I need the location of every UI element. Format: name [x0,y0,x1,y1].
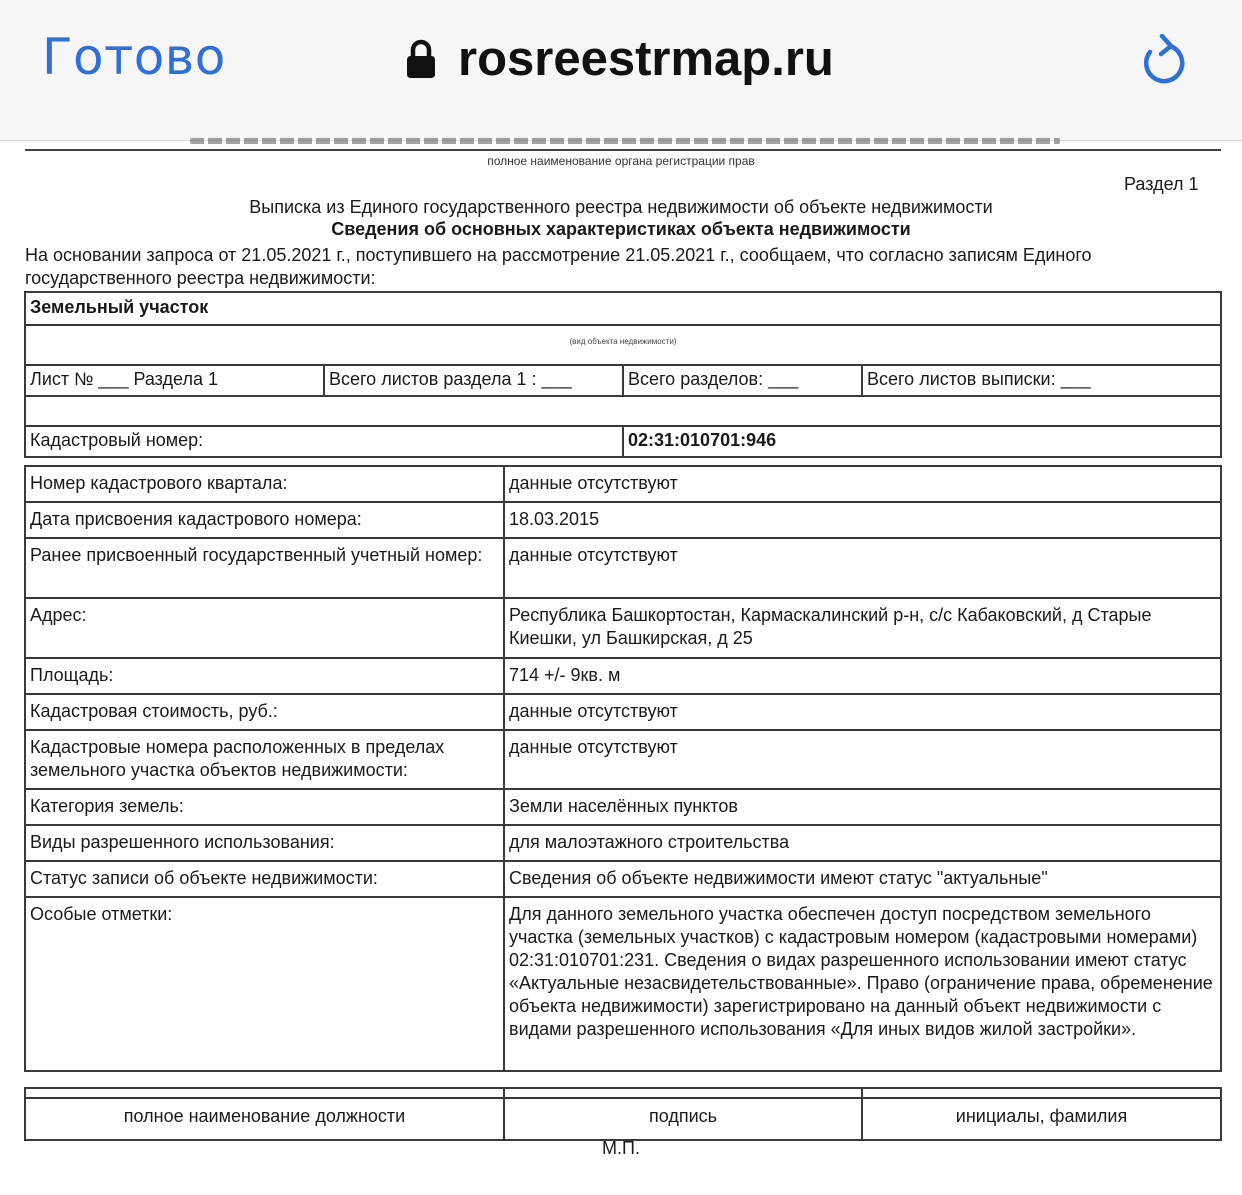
total-sections: Всего разделов: ___ [623,365,862,396]
table-row [25,538,1221,598]
detail-label: Площадь: [25,658,504,694]
detail-label: Статус записи об объекте недвижимости: [25,861,504,897]
position-blank [25,1088,504,1098]
detail-value: Для данного земельного участка обеспечен доступ посредством земельного участка (земельных участков) с кадастровым номером (кадастровыми номерами) 02:31:010701:231. Сведения о видах разрешенного использовании имеют статус «Актуальные незасвидетельствованные». Право (ограничение права, обременение объекта недвижимости) зарегистрировано на данный объект недвижимости с видами разрешенного использования «Для иных видов жилой застройки». [504,897,1221,1071]
detail-label: Особые отметки: [25,897,504,1071]
object-header-table [24,291,1222,458]
section-label: Раздел 1 [1124,174,1199,194]
reload-icon[interactable] [1136,30,1188,90]
object-type: Земельный участок [25,292,1221,325]
cadastral-number-label: Кадастровый номер: [25,426,623,457]
sheets-in-section: Всего листов раздела 1 : ___ [324,365,623,396]
detail-value: данные отсутствуют [504,466,1221,502]
detail-label: Виды разрешенного использования: [25,825,504,861]
table-row [25,658,1221,694]
safari-top-bar [0,0,1242,141]
document-title: Выписка из Единого государственного реестра недвижимости об объекте недвижимости [249,197,993,217]
table-row [25,730,1221,789]
address-bar[interactable] [406,26,834,92]
detail-value: Сведения об объекте недвижимости имеют статус "актуальные" [504,861,1221,897]
cut-off-organ-name [190,138,1060,144]
total-sheets: Всего листов выписки: ___ [862,365,1221,396]
table-row [25,861,1221,897]
detail-label: Адрес: [25,598,504,658]
object-type-caption: (вид объекта недвижимости) [25,325,1221,365]
detail-value: 714 +/- 9кв. м [504,658,1221,694]
detail-value: данные отсутствуют [504,694,1221,730]
signature-blank [504,1088,862,1098]
position-caption: полное наименование должности [25,1098,504,1140]
detail-value: Земли населённых пунктов [504,789,1221,825]
table-row [25,466,1221,502]
sheet-number: Лист № ___ Раздела 1 [25,365,324,396]
stamp-label: М.П. [602,1138,640,1158]
name-caption: инициалы, фамилия [862,1098,1221,1140]
detail-label: Кадастровые номера расположенных в пределах земельного участка объектов недвижимости: [25,730,504,789]
lock-icon [406,39,436,79]
detail-value: для малоэтажного строительства [504,825,1221,861]
table-row [25,897,1221,1071]
intro-paragraph: На основании запроса от 21.05.2021 г., поступившего на рассмотрение 21.05.2021 г., сообщаем, что согласно записям Единого государственного реестра недвижимости: [25,245,1092,288]
url-text: rosreestrmap.ru [458,32,834,86]
cadastral-number-value: 02:31:010701:946 [623,426,1221,457]
details-table [24,465,1222,1072]
blank-row [25,396,1221,426]
table-row [25,694,1221,730]
table-row [25,825,1221,861]
table-row [25,502,1221,538]
organ-caption: полное наименование органа регистрации прав [487,154,755,168]
detail-label: Ранее присвоенный государственный учетный номер: [25,538,504,598]
detail-label: Дата присвоения кадастрового номера: [25,502,504,538]
detail-value: данные отсутствуют [504,730,1221,789]
detail-value: 18.03.2015 [504,502,1221,538]
table-row [25,789,1221,825]
table-row [25,598,1221,658]
name-blank [862,1088,1221,1098]
detail-label: Кадастровая стоимость, руб.: [25,694,504,730]
signature-table [24,1087,1222,1141]
detail-value: данные отсутствуют [504,538,1221,598]
signature-caption: подпись [504,1098,862,1140]
detail-label: Номер кадастрового квартала: [25,466,504,502]
organ-underline [25,149,1221,151]
done-button[interactable]: Готово [42,28,226,86]
detail-label: Категория земель: [25,789,504,825]
detail-value: Республика Башкортостан, Кармаскалинский р-н, с/с Кабаковский, д Старые Киешки, ул Башкирская, д 25 [504,598,1221,658]
document-subtitle: Сведения об основных характеристиках объекта недвижимости [331,219,911,239]
